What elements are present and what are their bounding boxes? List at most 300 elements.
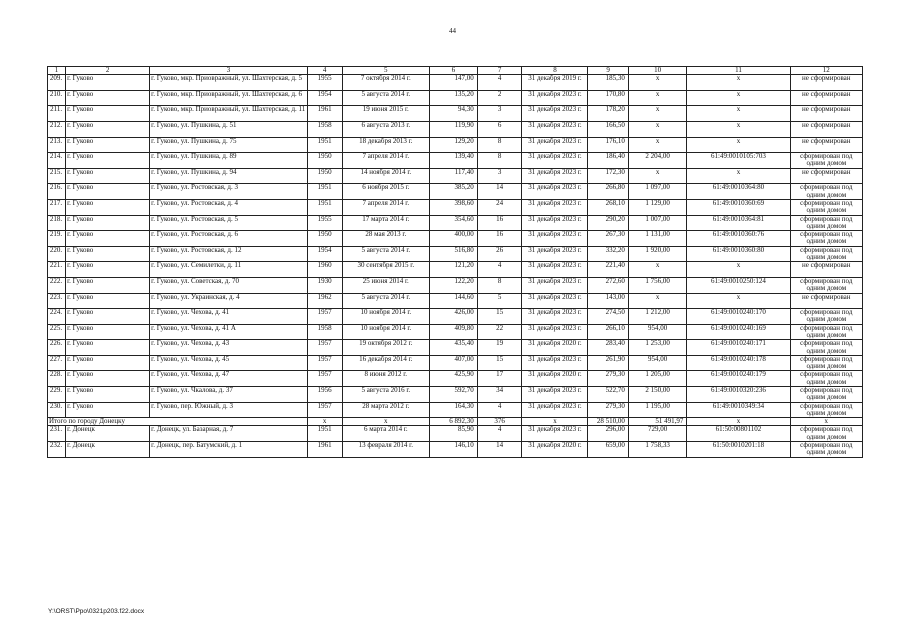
table-cell: г. Гуково, мкр. Приовражный, ул. Шахтерская, д. 5 <box>150 75 307 91</box>
table-cell: 4 <box>477 426 522 442</box>
table-cell: г. Гуково, ул. Ростовская, д. 5 <box>150 215 307 231</box>
table-cell: не сформирован <box>790 262 862 278</box>
table-cell: 5 августа 2014 г. <box>342 90 429 106</box>
table-cell: 31 декабря 2023 г. <box>522 168 588 184</box>
table-cell: г. Гуково <box>66 246 150 262</box>
table-cell: 954,00 <box>628 355 687 371</box>
table-cell: 31 декабря 2023 г. <box>522 246 588 262</box>
table-cell: 31 декабря 2023 г. <box>522 137 588 153</box>
table-cell: 31 декабря 2023 г. <box>522 199 588 215</box>
table-cell: 5 августа 2016 г. <box>342 387 429 403</box>
table-cell: г. Гуково, ул. Пушкина, д. 75 <box>150 137 307 153</box>
table-cell: 135,20 <box>429 90 477 106</box>
table-cell: 185,30 <box>588 75 628 91</box>
total-cell: 28 510,00 <box>588 418 628 426</box>
column-header: 10 <box>628 67 687 75</box>
table-cell: не сформирован <box>790 90 862 106</box>
table-cell: 31 декабря 2023 г. <box>522 324 588 340</box>
table-cell: 231. <box>48 426 66 442</box>
table-cell: 61:49:0010240:179 <box>687 371 790 387</box>
table-row <box>48 168 863 184</box>
table-cell: 1961 <box>307 106 342 122</box>
table-cell: 170,80 <box>588 90 628 106</box>
table-cell: 10 ноября 2014 г. <box>342 309 429 325</box>
housing-register-table <box>47 66 863 458</box>
total-cell: x <box>790 418 862 426</box>
table-cell: г. Гуково, ул. Чехова, д. 45 <box>150 355 307 371</box>
table-cell: 1950 <box>307 168 342 184</box>
table-cell: сформирован под одним домом <box>790 340 862 356</box>
table-cell: 1957 <box>307 371 342 387</box>
table-cell: 1957 <box>307 340 342 356</box>
table-cell: г. Гуково <box>66 371 150 387</box>
table-cell: не сформирован <box>790 168 862 184</box>
table-cell: 216. <box>48 184 66 200</box>
table-cell: не сформирован <box>790 75 862 91</box>
table-cell: 26 <box>477 246 522 262</box>
table-cell: не сформирован <box>790 106 862 122</box>
table-cell: г. Гуково <box>66 90 150 106</box>
table-cell: 144,60 <box>429 293 477 309</box>
column-header: 3 <box>150 67 307 75</box>
table-cell: 1956 <box>307 387 342 403</box>
table-cell: 209. <box>48 75 66 91</box>
table-cell: 147,00 <box>429 75 477 91</box>
table-cell: 226. <box>48 340 66 356</box>
table-cell: г. Гуково, мкр. Приовражный, ул. Шахтерская, д. 6 <box>150 90 307 106</box>
table-cell: 224. <box>48 309 66 325</box>
table-cell: г. Гуково, ул. Пушкина, д. 89 <box>150 153 307 169</box>
table-cell: 215. <box>48 168 66 184</box>
table-cell: 1 920,00 <box>628 246 687 262</box>
table-cell: 139,40 <box>429 153 477 169</box>
table-cell: 1 097,00 <box>628 184 687 200</box>
table-cell: 1950 <box>307 231 342 247</box>
table-cell: 94,30 <box>429 106 477 122</box>
table-cell: 61:50:00801102 <box>687 426 790 442</box>
table-cell: г. Гуково, мкр. Приовражный, ул. Шахтерская, д. 11 <box>150 106 307 122</box>
table-cell: 729,00 <box>628 426 687 442</box>
table-cell: 1 129,00 <box>628 199 687 215</box>
table-row <box>48 426 863 442</box>
page-number: 44 <box>449 27 456 35</box>
table-cell: 30 сентября 2015 г. <box>342 262 429 278</box>
table-cell: г. Гуково, ул. Чехова, д. 41 <box>150 309 307 325</box>
total-cell: x <box>522 418 588 426</box>
table-cell: 8 <box>477 277 522 293</box>
table-cell: x <box>687 168 790 184</box>
table-cell: 14 <box>477 184 522 200</box>
table-cell: 13 февраля 2014 г. <box>342 442 429 458</box>
table-cell: 14 <box>477 442 522 458</box>
table-cell: сформирован под одним домом <box>790 184 862 200</box>
table-cell: x <box>628 106 687 122</box>
table-cell: г. Гуково, ул. Семилетки, д. 11 <box>150 262 307 278</box>
table-cell: 296,00 <box>588 426 628 442</box>
table-cell: г. Гуково, ул. Украинская, д. 4 <box>150 293 307 309</box>
table-cell: 61:49:0010320:236 <box>687 387 790 403</box>
column-header: 9 <box>588 67 628 75</box>
table-cell: 1951 <box>307 137 342 153</box>
table-row <box>48 402 863 418</box>
table-cell: г. Донецк, пер. Батумский, д. 1 <box>150 442 307 458</box>
table-cell: 61:49:0010360:80 <box>687 246 790 262</box>
total-cell: x <box>307 418 342 426</box>
table-cell: x <box>628 90 687 106</box>
table-cell: 272,60 <box>588 277 628 293</box>
table-cell: 17 марта 2014 г. <box>342 215 429 231</box>
table-cell: 31 декабря 2023 г. <box>522 184 588 200</box>
table-row <box>48 340 863 356</box>
table-cell: 31 декабря 2023 г. <box>522 387 588 403</box>
table-row <box>48 137 863 153</box>
table-cell: г. Гуково <box>66 106 150 122</box>
table-cell: x <box>628 293 687 309</box>
table-cell: 267,30 <box>588 231 628 247</box>
total-cell: x <box>342 418 429 426</box>
table-cell: 1958 <box>307 121 342 137</box>
table-cell: 31 декабря 2023 г. <box>522 293 588 309</box>
table-cell: x <box>628 75 687 91</box>
table-cell: 268,10 <box>588 199 628 215</box>
table-cell: сформирован под одним домом <box>790 309 862 325</box>
table-cell: сформирован под одним домом <box>790 215 862 231</box>
table-cell: 211. <box>48 106 66 122</box>
table-cell: г. Гуково <box>66 199 150 215</box>
column-header: 11 <box>687 67 790 75</box>
table-row <box>48 293 863 309</box>
table-cell: 61:49:0010349:34 <box>687 402 790 418</box>
table-cell: 19 октября 2012 г. <box>342 340 429 356</box>
table-cell: 213. <box>48 137 66 153</box>
table-row <box>48 309 863 325</box>
table-cell: 659,00 <box>588 442 628 458</box>
table-row <box>48 121 863 137</box>
table-cell: 61:49:0010105:703 <box>687 153 790 169</box>
table-cell: 1930 <box>307 277 342 293</box>
table-cell: 279,30 <box>588 371 628 387</box>
table-cell: г. Гуково, ул. Ростовская, д. 4 <box>150 199 307 215</box>
table-cell: г. Гуково <box>66 402 150 418</box>
table-row <box>48 262 863 278</box>
table-row <box>48 184 863 200</box>
table-cell: x <box>687 137 790 153</box>
table-cell: г. Гуково, ул. Чехова, д. 43 <box>150 340 307 356</box>
column-number-row <box>48 67 863 75</box>
table-cell: 1957 <box>307 355 342 371</box>
table-cell: г. Гуково, ул. Пушкина, д. 51 <box>150 121 307 137</box>
table-cell: 61:49:0010364:80 <box>687 184 790 200</box>
table-cell: 425,90 <box>429 371 477 387</box>
table-cell: г. Гуково, ул. Ростовская, д. 3 <box>150 184 307 200</box>
table-cell: 16 <box>477 231 522 247</box>
table-cell: 221,40 <box>588 262 628 278</box>
total-cell: 51 491,97 <box>628 418 687 426</box>
table-cell: 1 758,33 <box>628 442 687 458</box>
table-cell: 5 <box>477 293 522 309</box>
table-cell: 1950 <box>307 153 342 169</box>
column-header: 12 <box>790 67 862 75</box>
table-cell: г. Донецк <box>66 442 150 458</box>
column-header: 8 <box>522 67 588 75</box>
table-cell: 61:49:0010240:171 <box>687 340 790 356</box>
table-cell: г. Гуково <box>66 277 150 293</box>
table-cell: 1 253,00 <box>628 340 687 356</box>
table-cell: 61:49:0010364:81 <box>687 215 790 231</box>
table-cell: x <box>687 293 790 309</box>
total-cell: 376 <box>477 418 522 426</box>
table-cell: 230. <box>48 402 66 418</box>
table-cell: г. Гуково <box>66 153 150 169</box>
table-cell: 221. <box>48 262 66 278</box>
table-cell: 1 205,00 <box>628 371 687 387</box>
table-cell: 409,80 <box>429 324 477 340</box>
table-cell: сформирован под одним домом <box>790 355 862 371</box>
column-header: 5 <box>342 67 429 75</box>
table-cell: г. Гуково <box>66 184 150 200</box>
table-cell: не сформирован <box>790 121 862 137</box>
table-cell: г. Гуково <box>66 387 150 403</box>
table-row <box>48 387 863 403</box>
table-cell: 14 ноября 2014 г. <box>342 168 429 184</box>
table-cell: г. Гуково <box>66 340 150 356</box>
table-row <box>48 246 863 262</box>
table-cell: 61:49:0010250:124 <box>687 277 790 293</box>
column-header: 2 <box>66 67 150 75</box>
table-cell: 400,00 <box>429 231 477 247</box>
table-cell: 186,40 <box>588 153 628 169</box>
table-cell: 1951 <box>307 184 342 200</box>
table-cell: г. Гуково, ул. Советская, д. 70 <box>150 277 307 293</box>
table-cell: 2 <box>477 90 522 106</box>
table-cell: 954,00 <box>628 324 687 340</box>
table-cell: г. Гуково <box>66 262 150 278</box>
table-cell: 143,00 <box>588 293 628 309</box>
table-cell: 1 131,00 <box>628 231 687 247</box>
table-cell: 516,80 <box>429 246 477 262</box>
table-cell: 31 декабря 2023 г. <box>522 426 588 442</box>
table-cell: 31 декабря 2020 г. <box>522 340 588 356</box>
table-cell: 10 ноября 2014 г. <box>342 324 429 340</box>
column-header: 7 <box>477 67 522 75</box>
table-cell: 290,20 <box>588 215 628 231</box>
table-cell: 61:49:0010360:69 <box>687 199 790 215</box>
table-cell: 398,60 <box>429 199 477 215</box>
table-cell: 2 204,00 <box>628 153 687 169</box>
table-row <box>48 277 863 293</box>
table-cell: г. Гуково <box>66 137 150 153</box>
table-cell: 5 августа 2014 г. <box>342 246 429 262</box>
table-cell: 1 212,00 <box>628 309 687 325</box>
table-cell: 31 декабря 2023 г. <box>522 106 588 122</box>
table-cell: 4 <box>477 262 522 278</box>
table-row <box>48 324 863 340</box>
table-cell: 4 <box>477 75 522 91</box>
table-cell: 1958 <box>307 324 342 340</box>
table-cell: 19 июня 2015 г. <box>342 106 429 122</box>
table-cell: 435,40 <box>429 340 477 356</box>
table-cell: 119,90 <box>429 121 477 137</box>
table-cell: 31 декабря 2023 г. <box>522 90 588 106</box>
table-cell: 225. <box>48 324 66 340</box>
table-cell: г. Гуково, ул. Ростовская, д. 12 <box>150 246 307 262</box>
table-row <box>48 442 863 458</box>
table-row <box>48 153 863 169</box>
table-cell: 232. <box>48 442 66 458</box>
table-cell: 146,10 <box>429 442 477 458</box>
table-cell: 61:49:0010360:76 <box>687 231 790 247</box>
table-cell: 1955 <box>307 215 342 231</box>
table-cell: 117,40 <box>429 168 477 184</box>
table-cell: г. Гуково <box>66 231 150 247</box>
table-cell: г. Гуково <box>66 215 150 231</box>
table-cell: 219. <box>48 231 66 247</box>
table-cell: г. Гуково <box>66 121 150 137</box>
table-cell: x <box>628 121 687 137</box>
table-cell: г. Гуково, ул. Ростовская, д. 6 <box>150 231 307 247</box>
column-header: 1 <box>48 67 66 75</box>
table-cell: 61:49:0010240:170 <box>687 309 790 325</box>
table-cell: г. Гуково, пер. Южный, д. 3 <box>150 402 307 418</box>
table-cell: x <box>628 262 687 278</box>
table-cell: 223. <box>48 293 66 309</box>
table-cell: 31 декабря 2023 г. <box>522 309 588 325</box>
table-cell: сформирован под одним домом <box>790 442 862 458</box>
table-cell: 279,30 <box>588 402 628 418</box>
table-cell: 522,70 <box>588 387 628 403</box>
table-cell: 15 <box>477 355 522 371</box>
table-cell: 3 <box>477 106 522 122</box>
table-cell: 34 <box>477 387 522 403</box>
total-cell: 6 892,30 <box>429 418 477 426</box>
table-cell: 31 декабря 2020 г. <box>522 371 588 387</box>
total-label: Итого по городу Донецку <box>48 418 308 426</box>
table-cell: 385,20 <box>429 184 477 200</box>
table-cell: 7 апреля 2014 г. <box>342 153 429 169</box>
table-cell: 4 <box>477 402 522 418</box>
table-cell: 176,10 <box>588 137 628 153</box>
table-cell: 228. <box>48 371 66 387</box>
table-cell: 407,00 <box>429 355 477 371</box>
table-row <box>48 199 863 215</box>
table-cell: сформирован под одним домом <box>790 199 862 215</box>
table-cell: x <box>687 121 790 137</box>
table-cell: 22 <box>477 324 522 340</box>
table-cell: г. Гуково <box>66 355 150 371</box>
table-cell: сформирован под одним домом <box>790 324 862 340</box>
table-cell: 16 <box>477 215 522 231</box>
table-cell: 31 декабря 2023 г. <box>522 215 588 231</box>
table-cell: 15 <box>477 309 522 325</box>
table-cell: г. Гуково, ул. Чкалова, д. 37 <box>150 387 307 403</box>
table-cell: 217. <box>48 199 66 215</box>
table-row <box>48 215 863 231</box>
table-cell: 6 августа 2013 г. <box>342 121 429 137</box>
table-cell: 19 <box>477 340 522 356</box>
table-cell: 592,70 <box>429 387 477 403</box>
table-cell: г. Донецк, ул. Базарная, д. 7 <box>150 426 307 442</box>
table-cell: 1962 <box>307 293 342 309</box>
column-header: 6 <box>429 67 477 75</box>
table-row <box>48 75 863 91</box>
table-cell: 1951 <box>307 426 342 442</box>
table-cell: 31 декабря 2023 г. <box>522 153 588 169</box>
table-cell: 5 августа 2014 г. <box>342 293 429 309</box>
table-cell: 1 756,00 <box>628 277 687 293</box>
file-path-footer: Y:\ORST\Ppo\0321p203.f22.docx <box>48 608 145 615</box>
table-cell: не сформирован <box>790 293 862 309</box>
table-cell: 274,50 <box>588 309 628 325</box>
table-row <box>48 106 863 122</box>
table-row <box>48 90 863 106</box>
table-cell: 266,10 <box>588 324 628 340</box>
column-header: 4 <box>307 67 342 75</box>
table-cell: 178,20 <box>588 106 628 122</box>
table-cell: сформирован под одним домом <box>790 371 862 387</box>
table-cell: x <box>687 75 790 91</box>
table-cell: 6 ноября 2015 г. <box>342 184 429 200</box>
table-cell: 6 <box>477 121 522 137</box>
table-cell: 61:49:0010240:169 <box>687 324 790 340</box>
table-cell: 227. <box>48 355 66 371</box>
table-cell: не сформирован <box>790 137 862 153</box>
table-cell: 122,20 <box>429 277 477 293</box>
table-cell: 212. <box>48 121 66 137</box>
table-cell: 261,90 <box>588 355 628 371</box>
table-cell: 121,20 <box>429 262 477 278</box>
table-cell: 17 <box>477 371 522 387</box>
table-cell: 1955 <box>307 75 342 91</box>
table-cell: г. Гуково <box>66 293 150 309</box>
table-cell: 85,90 <box>429 426 477 442</box>
table-cell: 1954 <box>307 246 342 262</box>
table-cell: 31 декабря 2023 г. <box>522 355 588 371</box>
table-cell: x <box>628 168 687 184</box>
table-cell: 31 декабря 2023 г. <box>522 402 588 418</box>
table-cell: 172,30 <box>588 168 628 184</box>
table-cell: г. Гуково <box>66 168 150 184</box>
table-cell: 129,20 <box>429 137 477 153</box>
table-cell: 31 декабря 2023 г. <box>522 277 588 293</box>
table-cell: сформирован под одним домом <box>790 402 862 418</box>
table-cell: 3 <box>477 168 522 184</box>
table-cell: сформирован под одним домом <box>790 231 862 247</box>
table-cell: 426,00 <box>429 309 477 325</box>
table-row <box>48 371 863 387</box>
table-cell: 164,30 <box>429 402 477 418</box>
table-cell: сформирован под одним домом <box>790 387 862 403</box>
table-cell: 1 195,00 <box>628 402 687 418</box>
table-cell: 6 марта 2014 г. <box>342 426 429 442</box>
table-cell: 283,40 <box>588 340 628 356</box>
table-cell: 1957 <box>307 402 342 418</box>
table-cell: 8 <box>477 137 522 153</box>
table-cell: 31 декабря 2020 г. <box>522 442 588 458</box>
table-cell: сформирован под одним домом <box>790 246 862 262</box>
table-cell: 332,20 <box>588 246 628 262</box>
table-row <box>48 231 863 247</box>
table-cell: 1957 <box>307 309 342 325</box>
table-cell: г. Гуково <box>66 309 150 325</box>
table-cell: 7 октября 2014 г. <box>342 75 429 91</box>
table-cell: г. Гуково, ул. Чехова, д. 47 <box>150 371 307 387</box>
table-cell: г. Гуково <box>66 324 150 340</box>
table-cell: сформирован под одним домом <box>790 153 862 169</box>
table-cell: 229. <box>48 387 66 403</box>
table-cell: 31 декабря 2019 г. <box>522 75 588 91</box>
table-cell: 1961 <box>307 442 342 458</box>
table-cell: 31 декабря 2023 г. <box>522 121 588 137</box>
